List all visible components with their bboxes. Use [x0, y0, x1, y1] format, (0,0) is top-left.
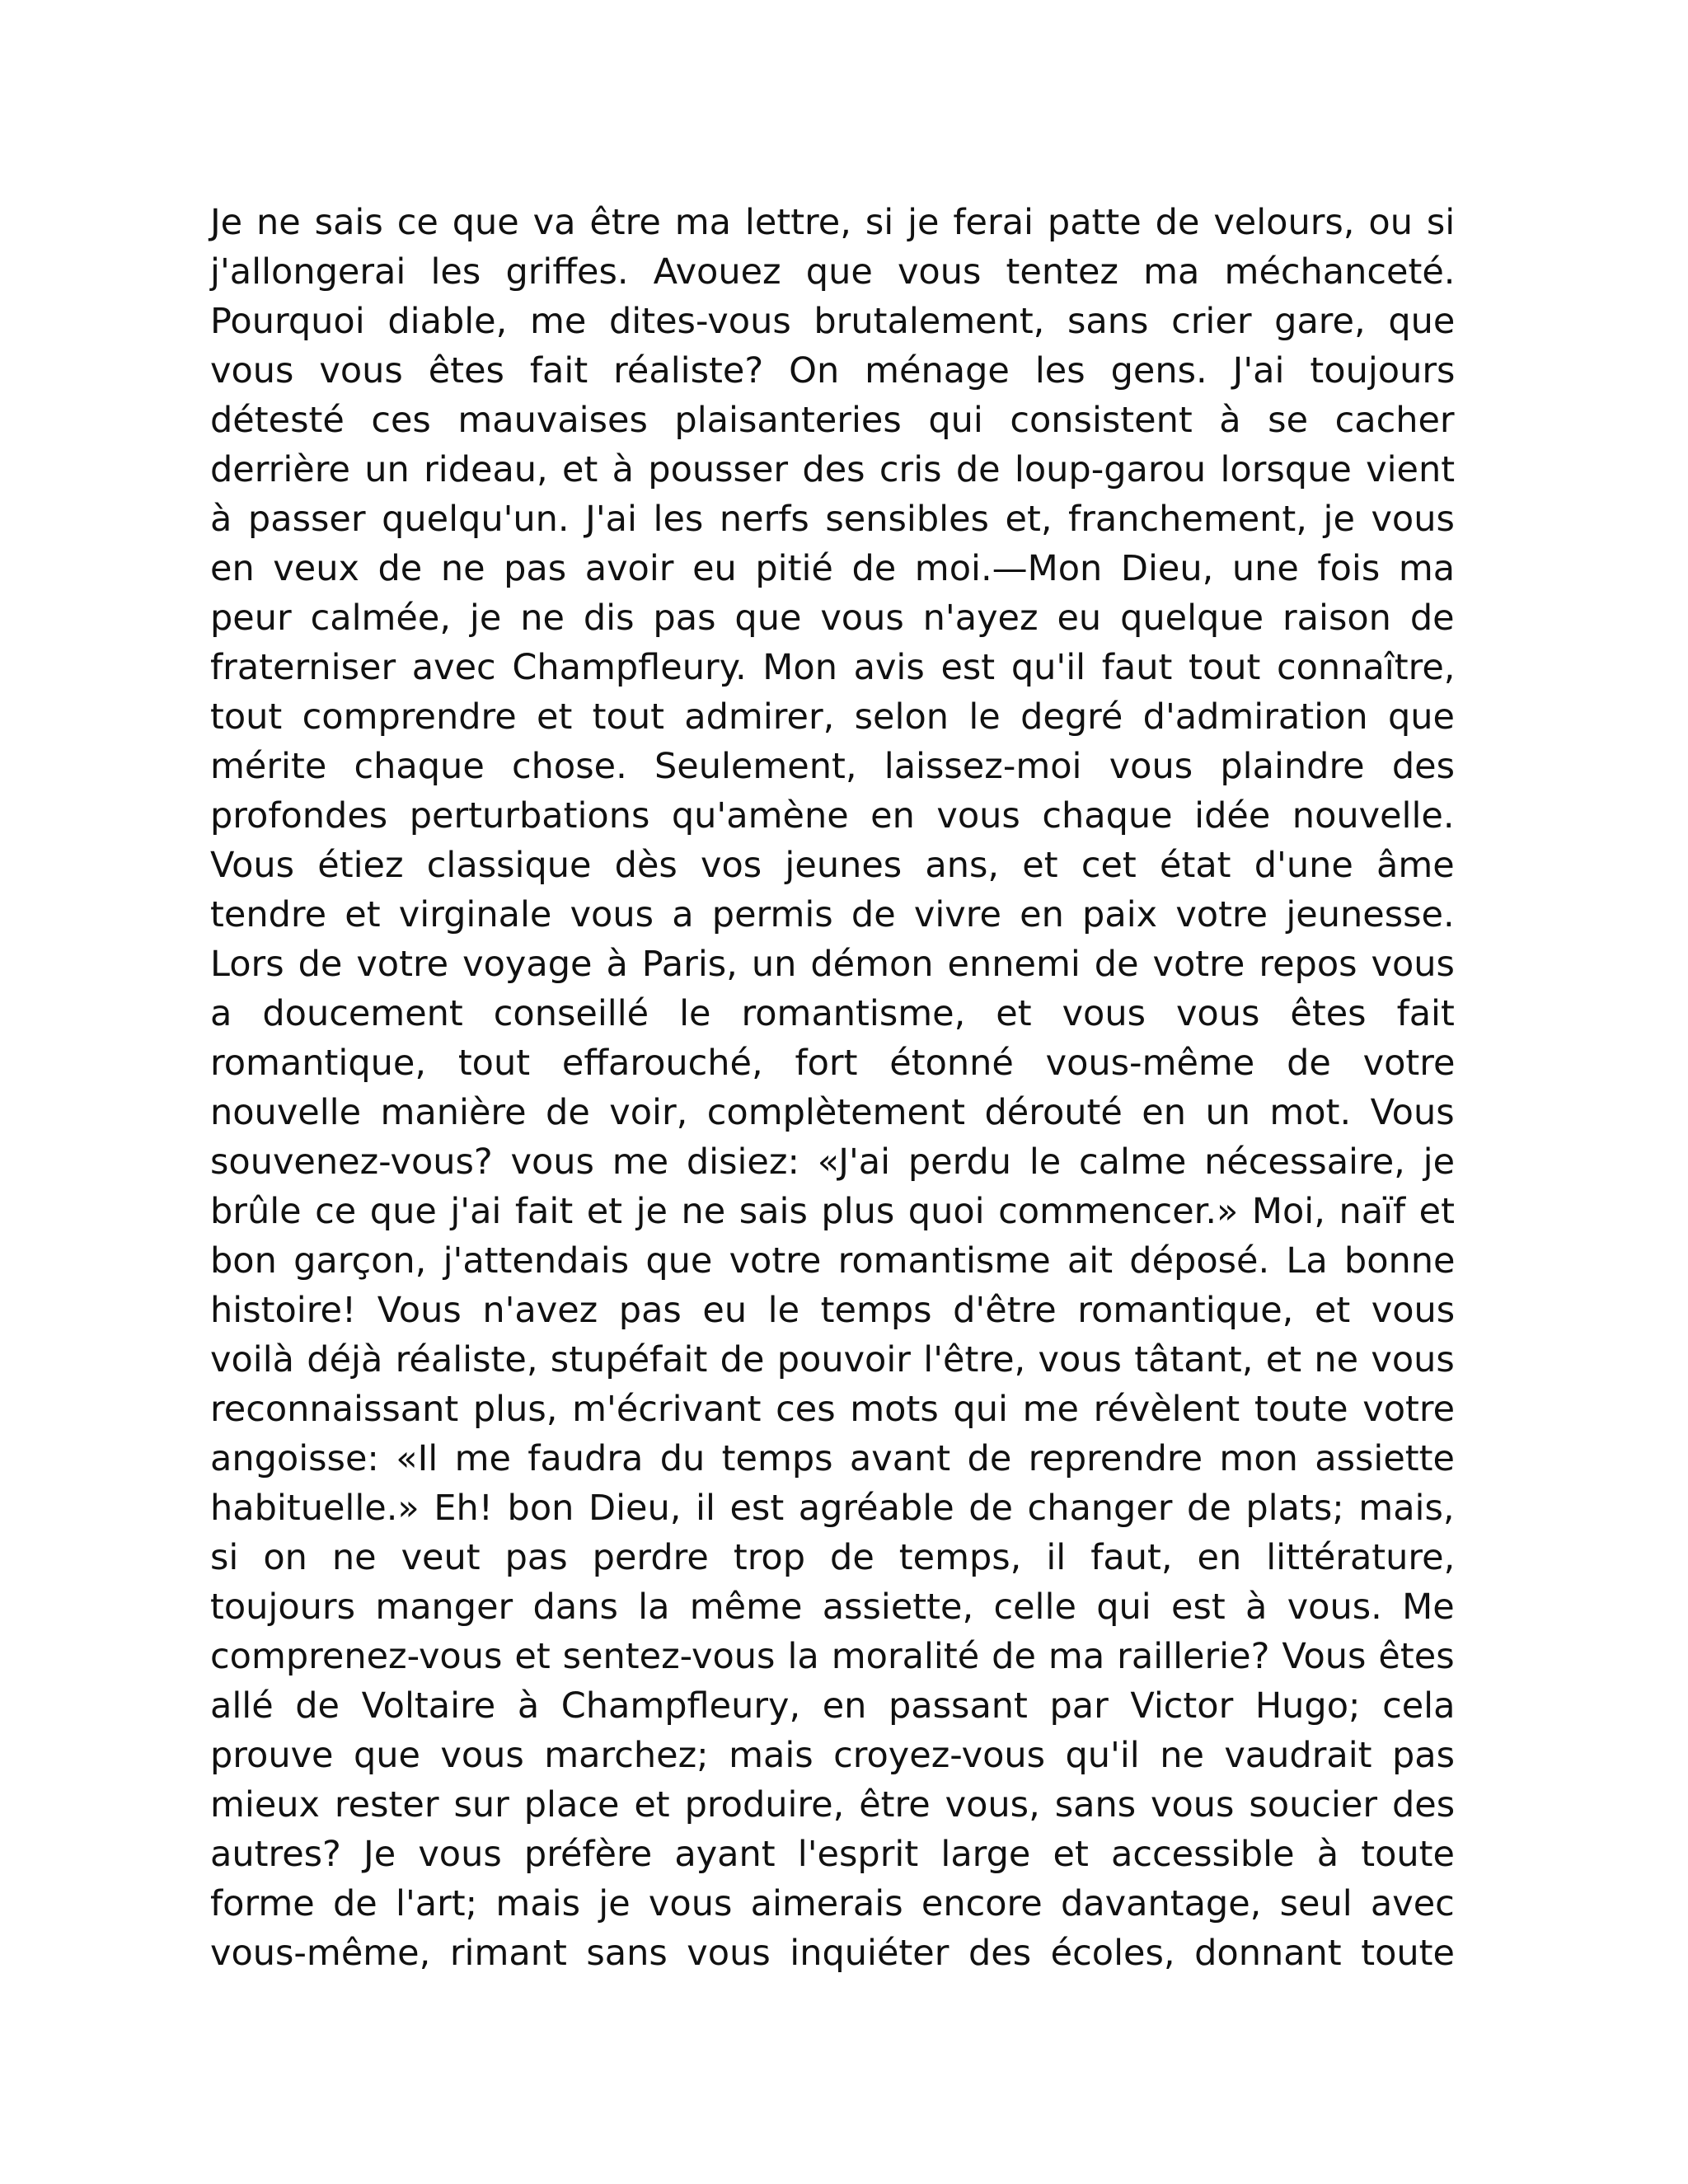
text-line: vous vous êtes fait réaliste? On ménage les gens. J'ai toujours — [210, 350, 1456, 391]
text-line: voilà déjà réaliste, stupéfait de pouvoir l'être, vous tâtant, et ne vous — [210, 1339, 1455, 1380]
text-line: en veux de ne pas avoir eu pitié de moi.—Mon Dieu, une fois ma — [210, 548, 1456, 589]
text-line: prouve que vous marchez; mais croyez-vous qu'il ne vaudrait pas — [210, 1735, 1456, 1776]
text-line: histoire! Vous n'avez pas eu le temps d'être romantique, et vous — [210, 1290, 1456, 1331]
text-line: mieux rester sur place et produire, être vous, sans vous soucier des — [210, 1784, 1456, 1825]
text-line: peur calmée, je ne dis pas que vous n'ayez eu quelque raison de — [210, 598, 1455, 639]
text-line: autres? Je vous préfère ayant l'esprit large et accessible à toute — [210, 1834, 1455, 1875]
text-line: j'allongerai les griffes. Avouez que vous tentez ma méchanceté. — [210, 251, 1456, 293]
text-line: nouvelle manière de voir, complètement dérouté en un mot. Vous — [210, 1092, 1455, 1133]
text-line: mérite chaque chose. Seulement, laissez-moi vous plaindre des — [210, 746, 1456, 787]
text-line: profondes perturbations qu'amène en vous chaque idée nouvelle. — [210, 795, 1455, 837]
text-line: derrière un rideau, et à pousser des cris de loup-garou lorsque vient — [210, 449, 1456, 490]
text-line: souvenez-vous? vous me disiez: «J'ai perdu le calme nécessaire, je — [210, 1141, 1456, 1183]
text-line: vous-même, rimant sans vous inquiéter des écoles, donnant toute — [210, 1933, 1455, 1974]
text-line: détesté ces mauvaises plaisanteries qui consistent à se cacher — [210, 400, 1455, 441]
text-line: brûle ce que j'ai fait et je ne sais plus quoi commencer.» Moi, naïf et — [210, 1191, 1455, 1232]
text-line: à passer quelqu'un. J'ai les nerfs sensibles et, franchement, je vous — [210, 499, 1455, 540]
text-line: reconnaissant plus, m'écrivant ces mots qui me révèlent toute votre — [210, 1389, 1456, 1430]
text-line: comprenez-vous et sentez-vous la moralité de ma raillerie? Vous êtes — [210, 1636, 1455, 1677]
letter-body-text — [210, 198, 1455, 1978]
text-line: allé de Voltaire à Champfleury, en passant par Victor Hugo; cela — [210, 1685, 1456, 1727]
text-line: Lors de votre voyage à Paris, un démon ennemi de votre repos vous — [210, 944, 1455, 985]
text-line: romantique, tout effarouché, fort étonné vous-même de votre — [210, 1043, 1456, 1084]
text-line: si on ne veut pas perdre trop de temps, il faut, en littérature, — [210, 1537, 1456, 1578]
text-line: Je ne sais ce que va être ma lettre, si je ferai patte de velours, ou si — [210, 202, 1456, 243]
text-line: tendre et virginale vous a permis de vivre en paix votre jeunesse. — [210, 894, 1455, 935]
text-line: tout comprendre et tout admirer, selon le degré d'admiration que — [210, 696, 1455, 738]
text-line: toujours manger dans la même assiette, celle qui est à vous. Me — [210, 1586, 1455, 1628]
text-line: forme de l'art; mais je vous aimerais encore davantage, seul avec — [210, 1883, 1455, 1924]
text-line: fraterniser avec Champfleury. Mon avis est qu'il faut tout connaître, — [210, 647, 1456, 688]
text-line: Vous étiez classique dès vos jeunes ans, et cet état d'une âme — [210, 845, 1455, 886]
text-line: Pourquoi diable, me dites-vous brutalement, sans crier gare, que — [210, 301, 1456, 342]
text-line: angoisse: «Il me faudra du temps avant de reprendre mon assiette — [210, 1438, 1455, 1479]
text-line: a doucement conseillé le romantisme, et vous vous êtes fait — [210, 993, 1455, 1034]
text-line: habituelle.» Eh! bon Dieu, il est agréable de changer de plats; mais, — [210, 1488, 1455, 1529]
text-line: bon garçon, j'attendais que votre romantisme ait déposé. La bonne — [210, 1240, 1456, 1282]
